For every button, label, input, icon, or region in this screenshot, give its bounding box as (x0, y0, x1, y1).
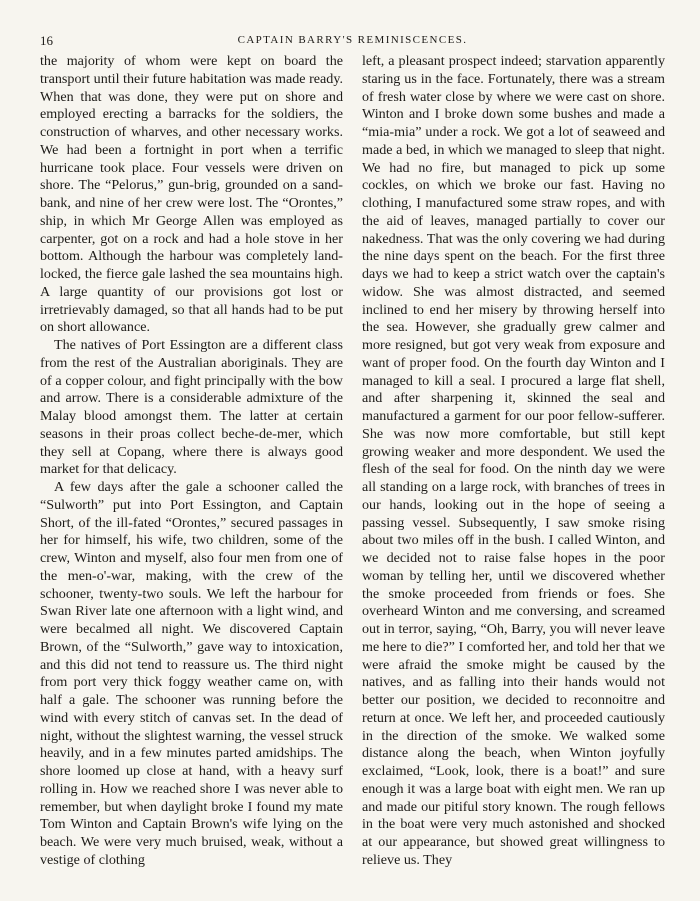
right-column (362, 53, 665, 888)
running-title: CAPTAIN BARRY'S REMINISCENCES. (237, 34, 468, 46)
paragraph: The natives of Port Essington are a different class from the rest of the Australian aboriginals. They are of a copper colour, and fight principally with the bow and arrow. There is a considerable admixture of the Malay blood amongst them. The latter at certain seasons in their proas collect beche-de-mer, which they sell at Copang, where there is always good market for that delicacy. (40, 337, 343, 478)
paragraph: the majority of whom were kept on board the transport until their future habitation was made ready. When that was done, they were put on shore and employed erecting a barracks for the soldiers, the construction of wharves, and other necessary works. We had been a fortnight in port when a terrific hurricane took place. Four vessels were driven on shore. The “Pelorus,” gun-brig, grounded on a sand-bank, and nine of her crew were lost. The “Orontes,” ship, in which Mr George Allen was employed as carpenter, got on a rock and had a hole stove in her bottom. Although the harbour was completely land-locked, the fierce gale lashed the sea mountains high. A large quantity of our provisions got lost or irretrievably damaged, so that all hands had to be put on short allowance. (40, 53, 343, 336)
page-number: 16 (40, 33, 53, 48)
paragraph: left, a pleasant prospect indeed; starvation apparently staring us in the face. Fortunately, there was a stream of fresh water close by where we were cast on shore. Winton and I broke down some bushes and made a “mia-mia” under a rock. We got a lot of seaweed and made a bed, in which we managed to sleep that night. We had no fire, but managed to pick up some cockles, on which we broke our fast. Having no clothing, I manufactured some straw ropes, and with the aid of leaves, managed partially to cover our nakedness. That was the only covering we had during the nine days spent on the beach. For the first three days we had to keep a strict watch over the captain's widow. She was almost distracted, and seemed inclined to end her misery by throwing herself into the sea. However, she gradually grew calmer and more resigned, but got very weak from exposure and want of proper food. On the fourth day Winton and I managed to kill a seal. I procured a large flat shell, and after sharpening it, skinned the seal and manufactured a garment for our poor fellow-sufferer. She was now more comfortable, but still kept growing weaker and more despondent. We used the flesh of the seal for food. On the ninth day we were all standing on a large rock, with branches of trees in our hands, looking out in the hope of seeing a passing vessel. Subsequently, I saw smoke rising about two miles off in the bush. I called Winton, and we decided not to raise false hopes in the poor woman by telling her, until we discovered whether the smoke proceeded from friends or foes. She overheard Winton and me conversing, and screamed out in terror, saying, “Oh, Barry, you will never leave me here to die?” I comforted her, and told her that we were afraid the smoke might be caused by the natives, and as falling into their hands would not better our position, we decided to reconnoitre and return at once. We left her, and proceeded cautiously in the direction of the smoke. We walked some distance along the beach, when Winton joyfully exclaimed, “Look, look, there is a boat!” and sure enough it was a large boat with eight men. We ran up and made our pitiful story known. The rough fellows in the boat were very much astonished and shocked at our appearance, but showed great willingness to relieve us. They (362, 53, 665, 868)
paragraph: A few days after the gale a schooner called the “Sulworth” put into Port Essington, and Captain Short, of the ill-fated “Orontes,” secured passages in her for himself, his wife, two children, some of the crew, Winton and myself, also four men from one of the men-o'-war, making, with the crew of the schooner, twenty-two souls. We left the harbour for Swan River late one afternoon with a light wind, and were becalmed all night. We discovered Captain Brown, of the “Sulworth,” gave way to intoxication, and this did not tend to reassure us. The third night from port very thick foggy weather came on, with half a gale. The schooner was running before the wind with every stitch of canvas set. In the dead of night, without the slightest warning, the vessel struck heavily, and in a few minutes parted amidships. The shore loomed up close at hand, with a heavy surf rolling in. How we reached shore I was never able to remember, but when daylight broke I found my mate Tom Winton and Captain Brown's wife lying on the beach. We were very much bruised, weak, without a vestige of clothing (40, 479, 343, 868)
left-column (40, 53, 343, 888)
text-columns (40, 53, 665, 888)
page-header (40, 33, 665, 49)
